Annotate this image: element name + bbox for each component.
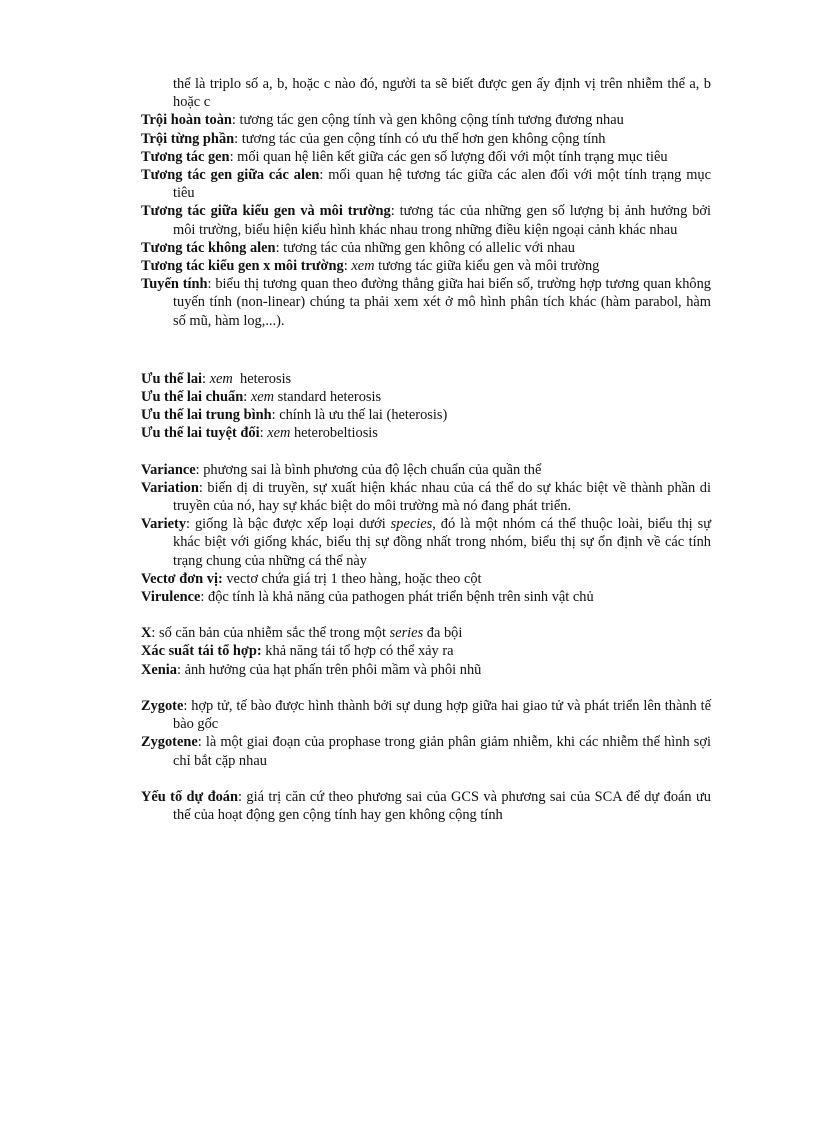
- glossary-entry: [141, 275, 711, 330]
- entry-term: Ưu thế lai chuẩn: [141, 389, 244, 406]
- entry-term: Trội từng phần: [141, 130, 235, 147]
- entry-term: Yếu tố dự đoán: [141, 788, 238, 805]
- glossary-entry: [141, 642, 711, 660]
- section-spacer: [141, 679, 711, 697]
- entry-term: Tương tác không alen: [141, 239, 276, 256]
- entry-desc: vectơ chứa giá trị 1 theo hàng, hoặc theo cột: [222, 570, 482, 587]
- entry-desc: : giá trị căn cứ theo phương sai của GCS và phương sai của SCA để dự đoán ưu thế của hoạt động gen cộng tính hay gen không cộng tính: [173, 788, 711, 823]
- glossary-entry: [141, 257, 711, 275]
- glossary-entry: [141, 130, 711, 148]
- entry-term: Tuyến tính: [141, 276, 208, 293]
- glossary-entry: [141, 388, 711, 406]
- entry-desc: : hợp tử, tế bào được hình thành bởi sự dung hợp giữa hai giao tử và phát triển lên thành tế bào gốc: [173, 697, 711, 733]
- entry-term: Vectơ đơn vị:: [141, 570, 223, 587]
- entry-desc: : mối quan hệ liên kết giữa các gen số lượng đối với một tính trạng mục tiêu: [229, 148, 668, 165]
- entry-term: Variance: [141, 461, 196, 478]
- section-spacer: [141, 770, 711, 788]
- glossary-entry: [141, 624, 711, 642]
- entry-term: Xác suất tái tổ hợp:: [141, 643, 262, 660]
- entry-desc-pre: :: [202, 370, 210, 387]
- entry-desc: heterosis: [232, 370, 292, 387]
- entry-term: Ưu thế lai trung bình: [141, 407, 272, 424]
- entry-desc: : chính là ưu thế lai (heterosis): [271, 407, 448, 424]
- entry-desc: standard heterosis: [274, 389, 382, 406]
- entry-term: Tương tác kiểu gen x môi trường: [141, 258, 344, 275]
- glossary-page: [141, 75, 711, 824]
- entry-see-ref: xem: [209, 370, 233, 387]
- glossary-entry: [141, 661, 711, 679]
- entry-term: Ưu thế lai: [141, 370, 203, 387]
- entry-term: Zygotene: [141, 734, 198, 751]
- entry-desc: heterobeltiosis: [290, 425, 378, 442]
- entry-desc-pre: :: [243, 389, 251, 406]
- entry-term: Zygote: [141, 697, 184, 714]
- entry-desc-pre: : số căn bản của nhiễm sắc thể trong một: [151, 625, 390, 642]
- glossary-entry: [141, 75, 711, 111]
- entry-term: Variation: [141, 479, 199, 496]
- glossary-entry: [141, 239, 711, 257]
- glossary-entry: [141, 111, 711, 129]
- glossary-entry: [141, 461, 711, 479]
- entry-desc: : tương tác của những gen số lượng bị ảnh hưởng bởi môi trường, biểu hiện kiểu hình khác nhau trong những điều kiện ngoại cảnh khác nhau: [173, 203, 711, 238]
- glossary-entry: [141, 166, 711, 202]
- entry-desc: : tương tác của gen cộng tính có ưu thế hơn gen không cộng tính: [234, 130, 606, 147]
- entry-term: Trội hoàn toàn: [141, 112, 232, 129]
- glossary-entry: [141, 424, 711, 442]
- entry-desc: : là một giai đoạn của prophase trong giản phân giảm nhiễm, khi các nhiễm thể hình sợi chỉ bắt cặp nhau: [173, 734, 711, 769]
- entry-italic-term: series: [389, 625, 424, 642]
- entry-desc: : biểu thị tương quan theo đường thẳng giữa hai biến số, trường hợp tương quan không tuyến tính (non-linear) chúng ta phải xem xét ở mô hình phân tích khác (hàm parabol, hàm số mũ, hàm log,...).: [173, 276, 711, 329]
- entry-italic-term: species,: [390, 516, 436, 533]
- entry-term: Variety: [141, 516, 187, 533]
- entry-desc: khả năng tái tổ hợp có thể xảy ra: [261, 643, 454, 660]
- entry-term: Tương tác gen giữa các alen: [141, 167, 320, 184]
- entry-desc: : độc tính là khả năng của pathogen phát triển bệnh trên sinh vật chủ: [200, 589, 594, 606]
- entry-desc: : phương sai là bình phương của độ lệch chuẩn của quần thể: [195, 461, 542, 478]
- entry-desc: : ảnh hưởng của hạt phấn trên phôi mầm và phôi nhũ: [176, 661, 482, 678]
- entry-desc-pre: :: [259, 425, 268, 442]
- section-spacer: [141, 443, 711, 461]
- entry-desc: : tương tác gen cộng tính và gen không cộng tính tương đương nhau: [231, 112, 624, 129]
- entry-desc: thể là triplo số a, b, hoặc c nào đó, người ta sẽ biết được gen ấy định vị trên nhiễm thể a, b hoặc c: [173, 76, 711, 111]
- entry-desc-pre: :: [343, 258, 352, 275]
- glossary-entry: [141, 588, 711, 606]
- entry-desc-pre: : giống là bậc được xếp loại dưới: [186, 516, 391, 533]
- glossary-entry: [141, 406, 711, 424]
- glossary-entry: [141, 733, 711, 769]
- entry-desc: tương tác giữa kiểu gen và môi trường: [374, 258, 600, 275]
- glossary-entry: [141, 697, 711, 733]
- glossary-entry: [141, 202, 711, 238]
- glossary-entry: [141, 148, 711, 166]
- glossary-entry: [141, 788, 711, 824]
- entry-see-ref: xem: [351, 258, 375, 275]
- entry-term: Tương tác gen: [141, 148, 230, 165]
- section-spacer: [141, 330, 711, 370]
- section-spacer: [141, 606, 711, 624]
- entry-desc: đa bội: [423, 625, 463, 642]
- entry-term: Virulence: [141, 589, 201, 606]
- entry-term: Ưu thế lai tuyệt đối: [141, 425, 260, 442]
- entry-desc: đó là một nhóm cá thể thuộc loài, biểu thị sự khác biệt với giống khác, biểu thị sự đồng nhất trong nhóm, biểu thị sự ổn định về các tính trạng chung của những cá thể này: [173, 516, 711, 569]
- entry-see-ref: xem: [250, 389, 274, 406]
- glossary-entry: [141, 370, 711, 388]
- entry-desc: : tương tác của những gen không có allelic với nhau: [275, 239, 575, 256]
- entry-desc: : biến dị di truyền, sự xuất hiện khác nhau của cá thể do sự khác biệt về thành phần di truyền của nó, hay sự khác biệt do môi trường mà nó đang phát triển.: [173, 479, 711, 515]
- glossary-entry: [141, 515, 711, 570]
- entry-term: X: [141, 625, 152, 642]
- glossary-entry: [141, 479, 711, 515]
- glossary-entry: [141, 570, 711, 588]
- entry-desc: : mối quan hệ tương tác giữa các alen đối với một tính trạng mục tiêu: [173, 167, 711, 202]
- entry-term: Tương tác giữa kiểu gen và môi trường: [141, 203, 391, 220]
- entry-term: Xenia: [141, 661, 177, 678]
- entry-see-ref: xem: [267, 425, 291, 442]
